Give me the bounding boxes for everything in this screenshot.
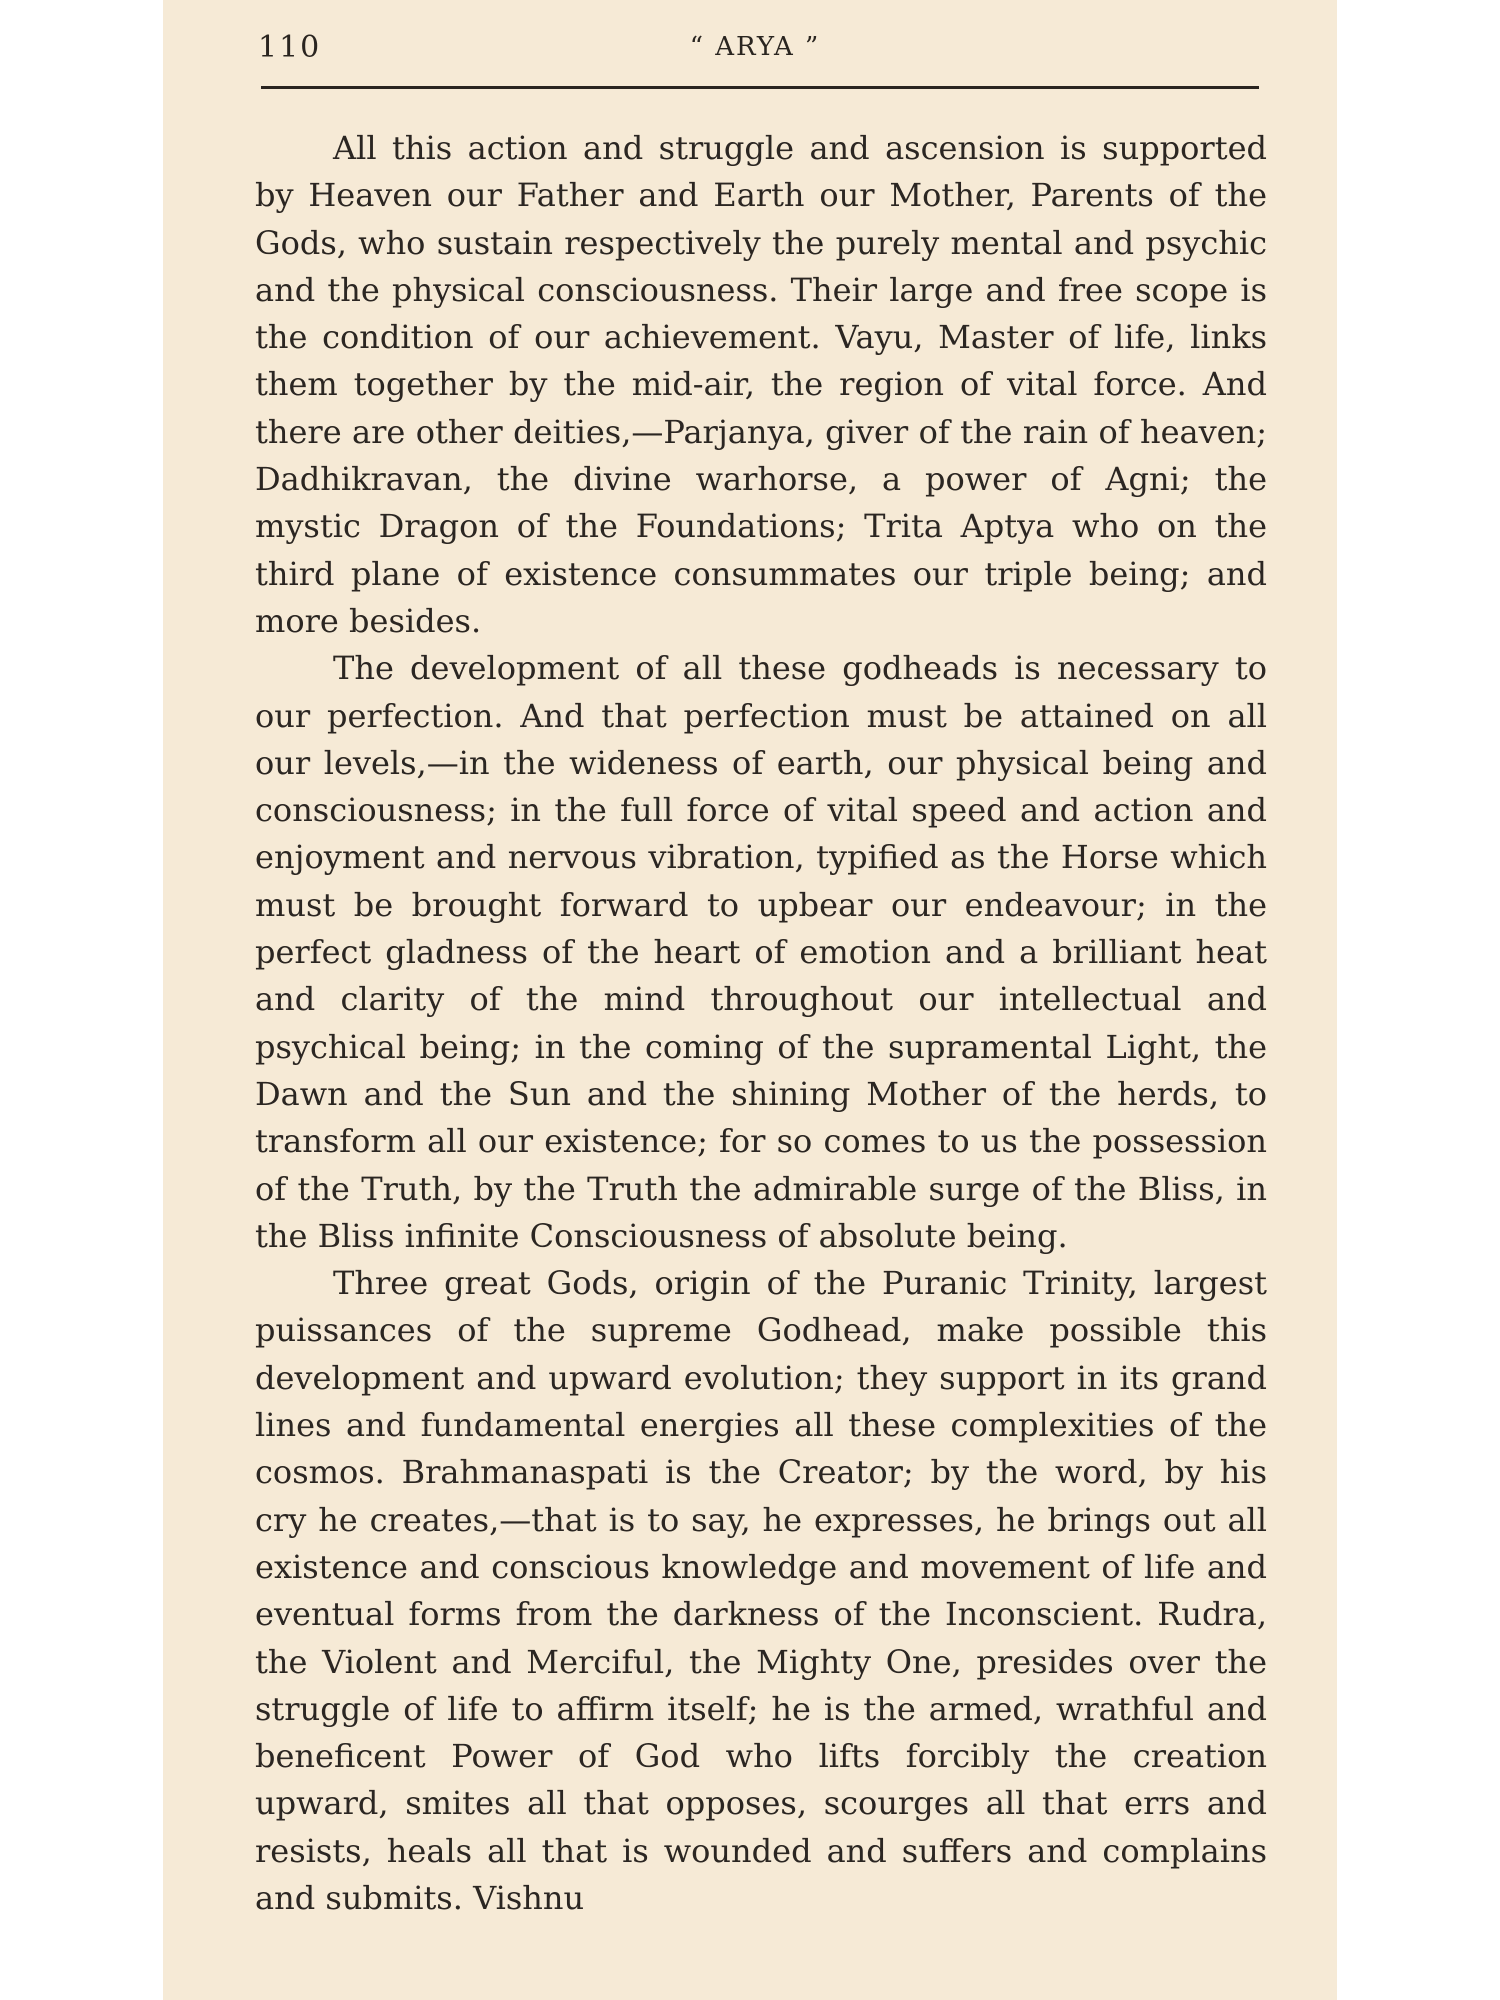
paragraph: The development of all these godheads is necessary to our perfection. And that perfection must be attained on all our levels,—in the wideness of earth, our physical being and consciousness; in the full force of vital speed and action and enjoyment and nervous vibration, typified as the Horse which must be brought forward to upbear our endeavour; in the perfect gladness of the heart of emotion and a brilliant heat and clarity of the mind throughout our intellectual and psychical being; in the coming of the supramental Light, the Dawn and the Sun and the shining Mother of the herds, to transform all our existence; for so comes to us the possession of the Truth, by the Truth the admirable surge of the Bliss, in the Bliss infinite Consciousness of absolute being. (255, 649, 1267, 1255)
paragraph: Three great Gods, origin of the Puranic Trinity, largest puissances of the supreme Godhead, make possible this development and upward evolution; they support in its grand lines and fundamental energies all these complexities of the cosmos. Brahmanaspati is the Creator; by the word, by his cry he creates,—that is to say, he expresses, he brings out all existence and conscious knowledge and movement of life and eventual forms from the darkness of the Inconscient. Rudra, the Violent and Merciful, the Mighty One, presides over the struggle of life to affirm itself; he is the armed, wrathful and beneficent Power of God who lifts forcibly the creation upward, smites all that opposes, scourges all that errs and resists, heals all that is wounded and suffers and complains and submits. Vishnu (255, 1264, 1267, 1917)
body-text (255, 125, 1267, 1922)
paragraph: All this action and struggle and ascension is supported by Heaven our Father and Earth our Mother, Parents of the Gods, who sustain respectively the purely mental and psychic and the physical consciousness. Their large and free scope is the condition of our achievement. Vayu, Master of life, links them together by the mid-air, the region of vital force. And there are other deities,—Parjanya, giver of the rain of heaven; Dadhikravan, the divine warhorse, a power of Agni; the mystic Dragon of the Foundations; Trita Aptya who on the third plane of existence consummates our triple being; and more besides. (255, 129, 1267, 640)
running-title: “ ARYA ” (689, 32, 821, 62)
header-rule (261, 86, 1259, 89)
page-number: 110 (258, 30, 322, 65)
page-header (258, 30, 1252, 72)
book-page (163, 0, 1337, 2000)
